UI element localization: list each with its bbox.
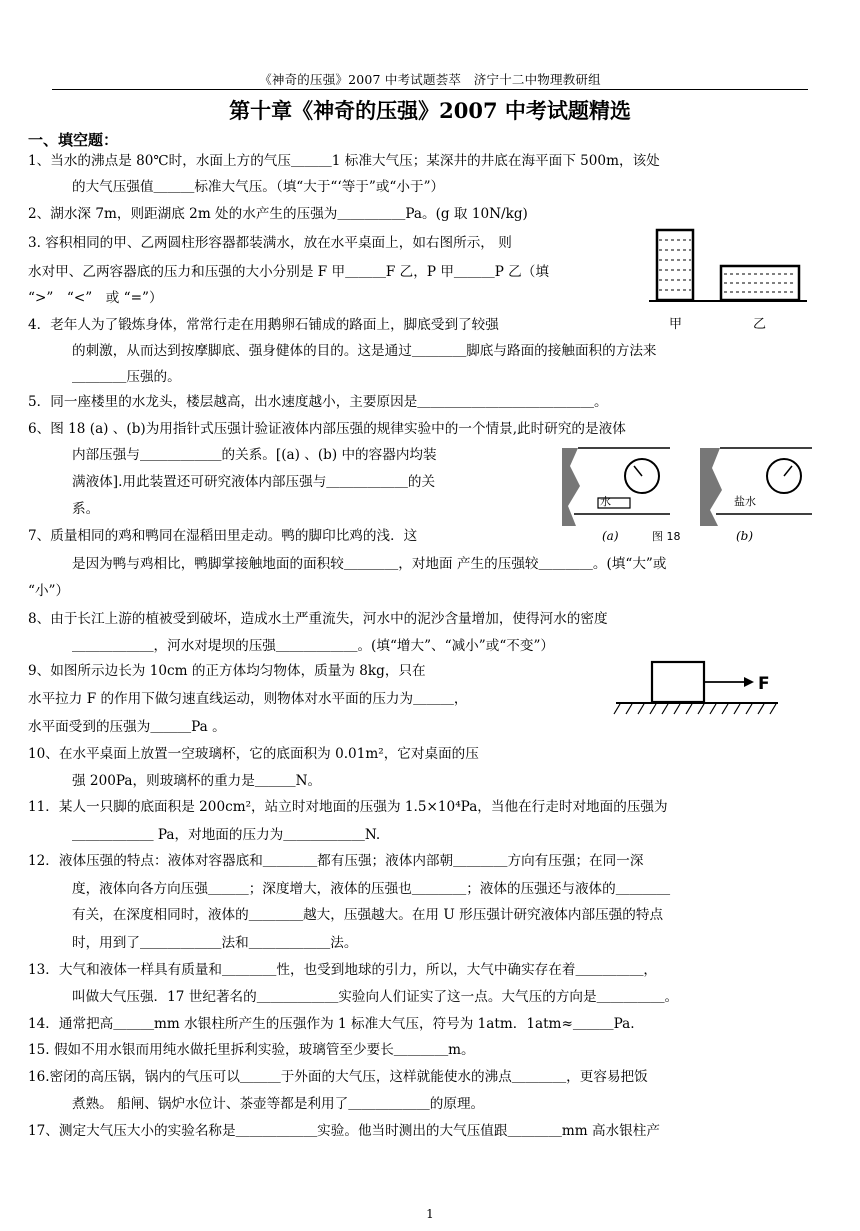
text-line: 8、由于长江上游的植被受到破坏，造成水土严重流失，河水中的泥沙含量增加，使得河水的密度	[28, 611, 608, 627]
text-line: 14．通常把高＿＿＿mm 水银柱所产生的压强作为 1 标准大气压，符号为 1atm．1atm≈＿＿＿Pa.	[28, 1016, 635, 1032]
text-line: 6、图 18 (a) 、(b)为用指针式压强计验证液体内部压强的规律实验中的一个情景,此时研究的是液体	[28, 421, 626, 437]
label-jia: 甲	[669, 317, 683, 332]
text-line: 17、测定大气压大小的实验名称是＿＿＿＿＿＿实验。他当时测出的大气压值跟＿＿＿＿mm 高水银柱产	[28, 1123, 660, 1139]
page-header: 《神奇的压强》2007 中考试题荟萃 济宁十二中物理教研组	[259, 72, 601, 87]
text-line: 的刺激，从而达到按摩脚底、强身健体的目的。这是通过＿＿＿＿脚底与路面的接触面积的方法来	[72, 343, 657, 359]
text-line: 时，用到了＿＿＿＿＿＿法和＿＿＿＿＿＿法。	[72, 935, 358, 951]
text-line: 满液体].用此装置还可研究液体内部压强与＿＿＿＿＿＿的关	[72, 474, 436, 490]
header-rule	[52, 89, 808, 90]
text-line: 2、湖水深 7m，则距湖底 2m 处的水产生的压强为＿＿＿＿＿Pa。(g 取 10N/kg)	[28, 206, 528, 222]
label-force: F	[758, 674, 770, 694]
text-line: ＿＿＿＿＿＿，河水对堤坝的压强＿＿＿＿＿＿。(填“增大”、“减小”或“不变”）	[72, 638, 554, 654]
text-line: 1、当水的沸点是 80℃时，水面上方的气压＿＿＿1 标准大气压；某深井的井底在海平面下 500m，该处	[28, 153, 660, 169]
cube	[652, 662, 704, 702]
label-yi: 乙	[753, 317, 767, 332]
text-line: 叫做大气压强．17 世纪著名的＿＿＿＿＿＿实验向人们证实了这一点。大气压的方向是＿＿＿＿＿。	[72, 989, 679, 1005]
text-line: 3. 容积相同的甲、乙两圆柱形容器都装满水，放在水平桌面上，如右图所示， 则	[28, 235, 512, 251]
text-line: 煮熟。 船闸、锅炉水位计、茶壶等都是利用了＿＿＿＿＿＿的原理。	[72, 1096, 485, 1112]
text-line: 5．同一座楼里的水龙头，楼层越高，出水速度越小，主要原因是＿＿＿＿＿＿＿＿＿＿＿＿＿。	[28, 394, 608, 410]
text-line: 强 200Pa，则玻璃杯的重力是＿＿＿N。	[72, 773, 322, 789]
label-brine: 盐水	[734, 495, 756, 508]
containers-figure	[645, 220, 810, 340]
label-fig18: 图 18	[652, 530, 681, 543]
label-b: (b)	[736, 529, 754, 543]
text-line: “>” “<” 或 “=”）	[28, 290, 163, 306]
text-line: 的大气压强值＿＿＿标准大气压。（填“大于“‘等于”或“小于”）	[72, 179, 445, 195]
text-line: 13．大气和液体一样具有质量和＿＿＿＿性，也受到地球的引力，所以，大气中确实存在着＿＿＿＿＿，	[28, 962, 658, 978]
text-line: 水对甲、乙两容器底的压力和压强的大小分别是 F 甲＿＿＿F 乙，P 甲＿＿＿P 乙（填	[28, 264, 549, 280]
text-line: 有关，在深度相同时，液体的＿＿＿＿越大，压强越大。在用 U 形压强计研究液体内部压强的特点	[72, 907, 664, 923]
text-line: “小”）	[28, 583, 70, 599]
text-line: 16.密闭的高压锅，锅内的气压可以＿＿＿于外面的大气压，这样就能使水的沸点＿＿＿＿，更容易把饭	[28, 1069, 648, 1085]
text-line: 系。	[72, 501, 100, 517]
text-line: 11．某人一只脚的底面积是 200cm²，站立时对地面的压强为 1.5×10⁴Pa，当他在行走时对地面的压强为	[28, 799, 668, 815]
text-line: 15. 假如不用水银而用纯水做托里拆利实验，玻璃管至少要长＿＿＿＿m。	[28, 1042, 475, 1058]
label-water: 水	[600, 495, 611, 508]
text-line: 7、质量相同的鸡和鸭同在湿稻田里走动。鸭的脚印比鸡的浅．这	[28, 528, 418, 544]
text-line: 度，液体向各方向压强＿＿＿；深度增大，液体的压强也＿＿＿＿；液体的压强还与液体的＿＿＿＿	[72, 881, 671, 897]
text-line: ＿＿＿＿＿＿ Pa，对地面的压力为＿＿＿＿＿＿N.	[72, 827, 381, 843]
text-line: 是因为鸭与鸡相比，鸭脚掌接触地面的面积较＿＿＿＿，对地面 产生的压强较＿＿＿＿。(填“大”或	[72, 556, 667, 572]
cube-force-figure	[612, 656, 782, 720]
text-line: 4．老年人为了锻炼身体，常常行走在用鹅卵石铺成的路面上，脚底受到了较强	[28, 317, 499, 333]
label-a: (a)	[602, 529, 619, 543]
ground-hatching	[614, 704, 776, 714]
figure-18	[560, 446, 815, 548]
page-number: 1	[426, 1207, 434, 1221]
text-line: 水平面受到的压强为＿＿＿Pa 。	[28, 719, 226, 735]
text-line: 10、在水平桌面上放置一空玻璃杯，它的底面积为 0.01m²，它对桌面的压	[28, 746, 479, 762]
text-line: 12．液体压强的特点：液体对容器底和＿＿＿＿都有压强；液体内部朝＿＿＿＿方向有压强；在同一深	[28, 853, 644, 869]
text-line: 9、如图所示边长为 10cm 的正方体均匀物体，质量为 8kg，只在	[28, 663, 426, 679]
text-line: 内部压强与＿＿＿＿＿＿的关系。[(a) 、(b) 中的容器内均装	[72, 447, 437, 463]
container-jia	[657, 230, 693, 300]
text-line: ＿＿＿＿压强的。	[72, 369, 181, 385]
page-title: 第十章《神奇的压强》2007 中考试题精选	[229, 98, 631, 123]
section-heading: 一、填空题：	[28, 131, 119, 149]
text-line: 水平拉力 F 的作用下做匀速直线运动，则物体对水平面的压力为＿＿＿，	[28, 691, 468, 707]
